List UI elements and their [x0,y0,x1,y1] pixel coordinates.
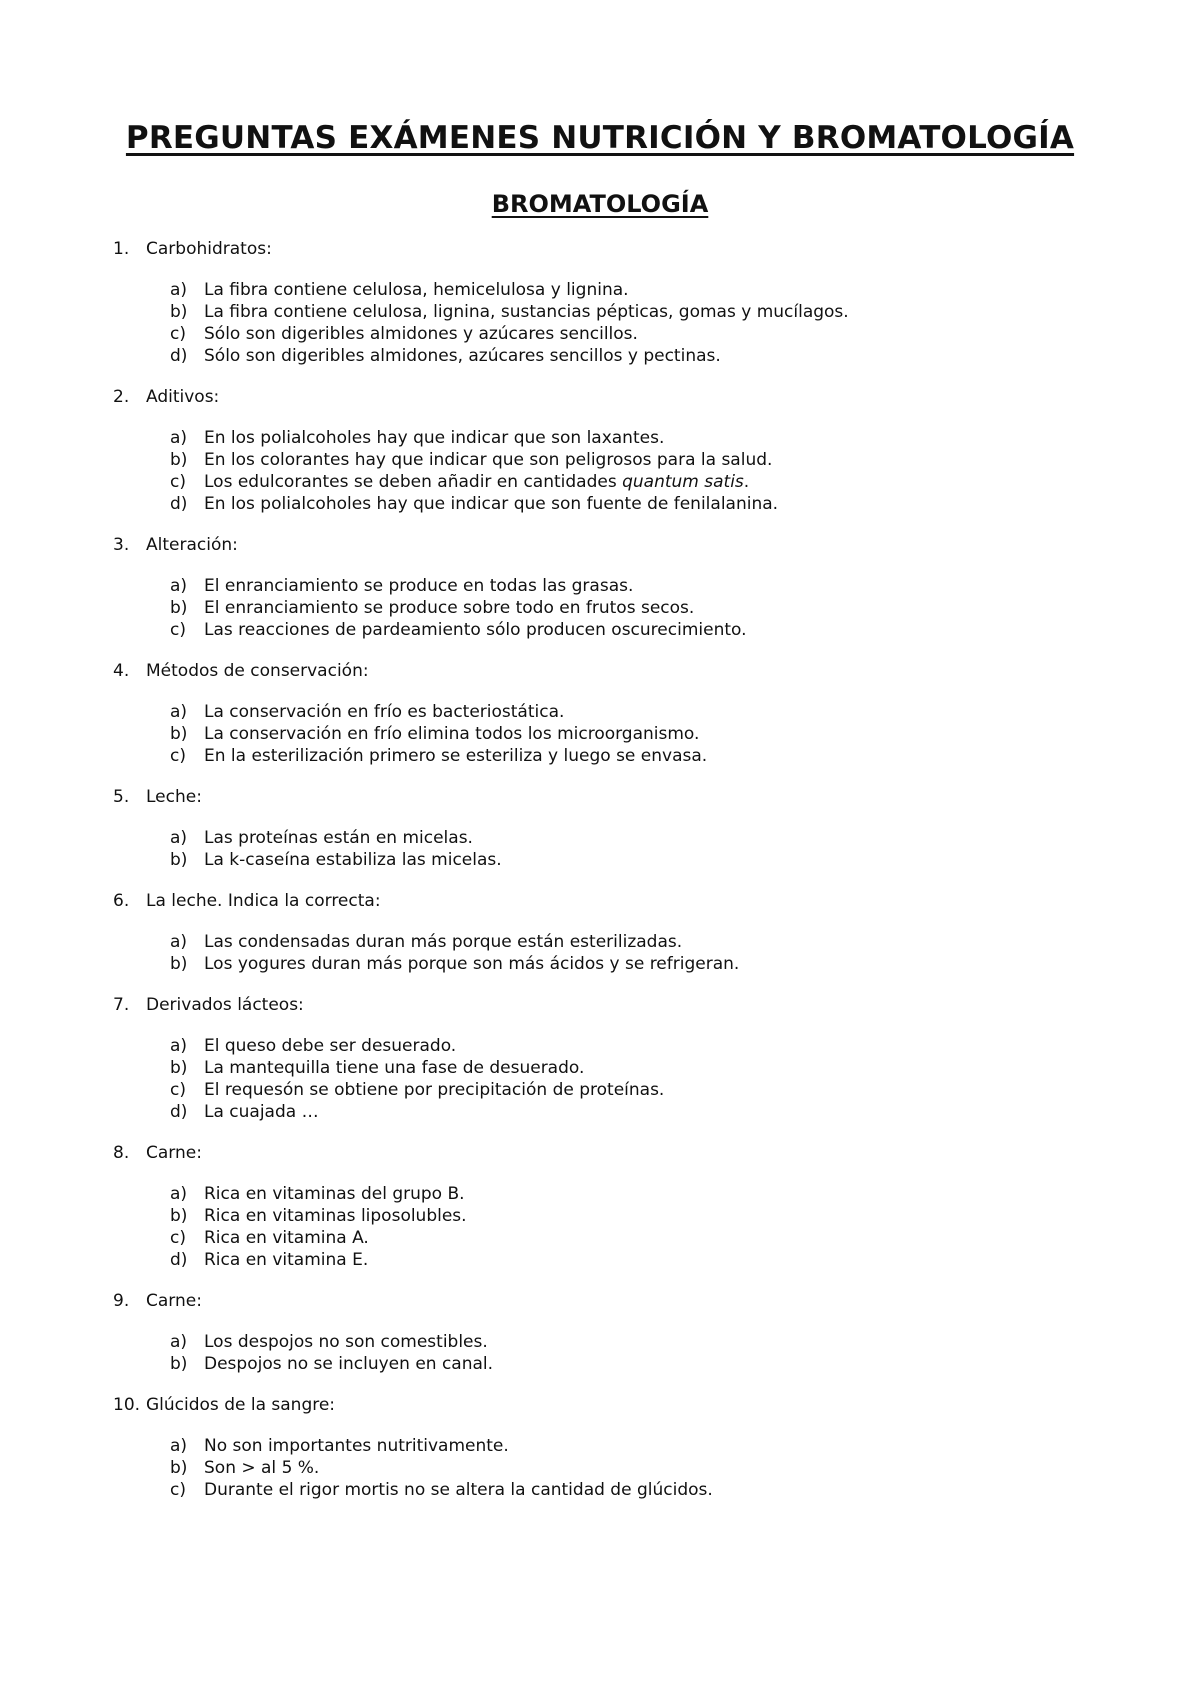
option-text: El queso debe ser desuerado. [204,1036,457,1056]
option-letter: d) [170,1102,188,1122]
question-item [0,890,1200,975]
option-letter: a) [170,1332,188,1352]
option-letter: a) [170,428,188,448]
answer-option [0,953,1200,975]
option-list [0,701,1200,767]
option-text: La conservación en frío elimina todos los microorganismo. [204,724,700,744]
option-letter: b) [170,954,188,974]
option-text: Las proteínas están en micelas. [204,828,473,848]
answer-option [0,1101,1200,1123]
option-text: La fibra contiene celulosa, hemicelulosa y lignina. [204,280,629,300]
option-letter: b) [170,1354,188,1374]
option-text: No son importantes nutritivamente. [204,1436,509,1456]
option-letter: b) [170,850,188,870]
answer-option [0,745,1200,767]
option-letter: a) [170,1036,188,1056]
question-number: 4. [113,661,130,681]
option-text: En los polialcoholes hay que indicar que son fuente de fenilalanina. [204,494,779,514]
question-number: 8. [113,1143,130,1163]
option-text: Durante el rigor mortis no se altera la cantidad de glúcidos. [204,1480,713,1500]
option-list [0,575,1200,641]
answer-option [0,827,1200,849]
question-text: Carne: [146,1143,202,1163]
option-list [0,279,1200,367]
option-list [0,427,1200,515]
option-text: El requesón se obtiene por precipitación de proteínas. [204,1080,665,1100]
option-text: La conservación en frío es bacteriostática. [204,702,565,722]
option-list [0,1183,1200,1271]
question-number: 1. [113,239,130,259]
answer-option [0,471,1200,493]
question-heading [0,1290,1200,1312]
answer-option [0,1331,1200,1353]
option-letter: a) [170,280,188,300]
answer-option [0,323,1200,345]
answer-option [0,619,1200,641]
question-heading [0,1394,1200,1416]
option-list [0,1435,1200,1501]
answer-option [0,449,1200,471]
option-text: Los edulcorantes se deben añadir en cantidades [204,472,623,492]
option-letter: d) [170,346,188,366]
option-letter: a) [170,576,188,596]
option-letter: a) [170,702,188,722]
answer-option [0,301,1200,323]
question-item [0,994,1200,1123]
answer-option [0,1057,1200,1079]
option-letter: c) [170,324,186,344]
option-letter: d) [170,494,188,514]
option-letter: d) [170,1250,188,1270]
question-number: 7. [113,995,130,1015]
option-text: Rica en vitaminas liposolubles. [204,1206,467,1226]
document-title: PREGUNTAS EXÁMENES NUTRICIÓN Y BROMATOLOGÍA [125,120,1075,156]
section-title: BROMATOLOGÍA [491,190,709,218]
option-text: Sólo son digeribles almidones y azúcares sencillos. [204,324,638,344]
option-letter: b) [170,302,188,322]
option-text-italic: quantum satis [622,472,744,492]
answer-option [0,1079,1200,1101]
question-text: Derivados lácteos: [146,995,304,1015]
answer-option [0,575,1200,597]
option-list [0,1331,1200,1375]
question-number: 2. [113,387,130,407]
question-text: La leche. Indica la correcta: [146,891,381,911]
option-text: En los colorantes hay que indicar que son peligrosos para la salud. [204,450,773,470]
option-text: Sólo son digeribles almidones, azúcares sencillos y pectinas. [204,346,721,366]
option-text: El enranciamiento se produce sobre todo en frutos secos. [204,598,695,618]
answer-option [0,701,1200,723]
question-number: 6. [113,891,130,911]
option-text: Rica en vitamina A. [204,1228,369,1248]
question-heading [0,1142,1200,1164]
question-text: Aditivos: [146,387,220,407]
question-number: 9. [113,1291,130,1311]
option-text: En la esterilización primero se esteriliza y luego se envasa. [204,746,708,766]
option-letter: a) [170,828,188,848]
answer-option [0,1435,1200,1457]
question-item [0,660,1200,767]
option-list [0,931,1200,975]
option-letter: c) [170,1228,186,1248]
option-text: Son > al 5 %. [204,1458,320,1478]
question-text: Carne: [146,1291,202,1311]
question-text: Métodos de conservación: [146,661,369,681]
option-letter: a) [170,1184,188,1204]
option-letter: b) [170,1058,188,1078]
question-number: 3. [113,535,130,555]
option-letter: c) [170,1080,186,1100]
option-letter: b) [170,1206,188,1226]
answer-option [0,849,1200,871]
question-heading [0,534,1200,556]
question-heading [0,660,1200,682]
option-text: La cuajada … [204,1102,319,1122]
option-text: Las condensadas duran más porque están esterilizadas. [204,932,683,952]
question-text: Leche: [146,787,202,807]
option-letter: c) [170,620,186,640]
question-item [0,1142,1200,1271]
question-item [0,238,1200,367]
option-letter: b) [170,598,188,618]
question-text: Glúcidos de la sangre: [146,1395,336,1415]
question-heading [0,890,1200,912]
question-heading [0,786,1200,808]
option-letter: b) [170,450,188,470]
answer-option [0,427,1200,449]
option-letter: c) [170,1480,186,1500]
option-text: El enranciamiento se produce en todas las grasas. [204,576,634,596]
option-list [0,1035,1200,1123]
answer-option [0,1353,1200,1375]
answer-option [0,279,1200,301]
answer-option [0,1479,1200,1501]
question-item [0,786,1200,871]
option-text: En los polialcoholes hay que indicar que son laxantes. [204,428,665,448]
option-list [0,827,1200,871]
option-text: Rica en vitamina E. [204,1250,369,1270]
question-number: 10. [113,1395,141,1415]
question-heading [0,994,1200,1016]
option-letter: c) [170,472,186,492]
answer-option [0,345,1200,367]
option-text-end: . [743,472,750,492]
answer-option [0,1183,1200,1205]
answer-option [0,1205,1200,1227]
option-text: Rica en vitaminas del grupo B. [204,1184,465,1204]
option-text: Las reacciones de pardeamiento sólo producen oscurecimiento. [204,620,747,640]
answer-option [0,1457,1200,1479]
option-letter: b) [170,1458,188,1478]
option-text: Los despojos no son comestibles. [204,1332,488,1352]
option-letter: a) [170,932,188,952]
question-number: 5. [113,787,130,807]
option-text: Los yogures duran más porque son más ácidos y se refrigeran. [204,954,740,974]
question-heading [0,386,1200,408]
option-text: La fibra contiene celulosa, lignina, sustancias pépticas, gomas y mucílagos. [204,302,849,322]
answer-option [0,1227,1200,1249]
option-letter: c) [170,746,186,766]
option-text: La k-caseína estabiliza las micelas. [204,850,502,870]
option-text: Despojos no se incluyen en canal. [204,1354,494,1374]
answer-option [0,1035,1200,1057]
answer-option [0,1249,1200,1271]
option-letter: a) [170,1436,188,1456]
question-item [0,1290,1200,1375]
option-text: La mantequilla tiene una fase de desuerado. [204,1058,585,1078]
question-text: Alteración: [146,535,238,555]
option-letter: b) [170,724,188,744]
question-heading [0,238,1200,260]
answer-option [0,597,1200,619]
question-item [0,1394,1200,1501]
answer-option [0,723,1200,745]
question-list [0,238,1200,1501]
question-text: Carbohidratos: [146,239,272,259]
answer-option [0,931,1200,953]
question-item [0,386,1200,515]
answer-option [0,493,1200,515]
question-item [0,534,1200,641]
